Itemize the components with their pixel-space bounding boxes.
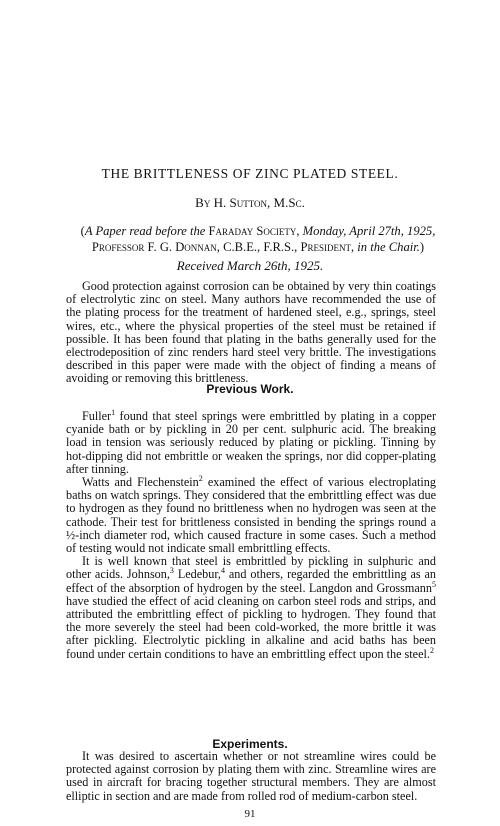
footnote-ref: 3 [169,566,174,576]
footnote-ref: 1 [111,407,116,417]
previous-work-paragraph-2: Watts and Flechenstein$^2$ examined the effect of various electroplating baths on watch springs. They considered that the embrittling effect was due to hydrogen as they found no brittleness when no hydrogen was seen at the cathode. Their test for brittleness consisted in bending the springs round a ½-inch diameter rod, which caused fracture in some cases. Such a method of testing would not indicate small embrittling effects. [66,473,436,556]
note-close-paren: ) [419,239,425,254]
note-society: Faraday Society [208,224,297,238]
experiments-section [66,750,436,803]
page-number: 91 [244,808,256,820]
previous-work-section [66,407,436,661]
footnote-ref: 2 [429,645,434,655]
paper-title: THE BRITTLENESS OF ZINC PLATED STEEL. [101,166,399,181]
intro-section [66,280,436,386]
author-line: By H. Sutton, M.Sc. [195,195,305,210]
footnote-ref: 5 [432,579,436,589]
note-read-before: A Paper read before the [84,224,206,238]
experiments-paragraph-1: It was desired to ascertain whether or not streamline wires could be protected against corrosion by plating them with zinc. Streamline wires are used in aircraft for bracing together structural members. They are almost elliptic in section and are made from rolled rod of medium-carbon steel. [66,749,436,803]
note-chair: in the Chair. [357,239,420,254]
intro-paragraph: Good protection against corrosion can be obtained by very thin coatings of electrolytic zinc on steel. Many authors have recommended the use of the plating process for the treatment of hardened steel, e.g., springs, steel wires, etc., where the physical properties of the steel must be retained if possible. It has been found that plating in the baths generally used for the electrodeposition of zinc renders hard steel very brittle. The investigations described in this paper were made with the object of finding a means of avoiding or removing this brittleness. [66,279,436,386]
note-professor: Professor F. G. Donnan, C.B.E., F.R.S., President, [91,239,355,254]
presentation-note: (A Paper read before the Faraday Society, Monday, April 27th, 1925, Professor F. G. Donnan, C.B.E., F.R.S., President, in the Chair.) [80,224,436,254]
previous-work-paragraph-1: Fuller$^1$ found that steel springs were embrittled by plating in a copper cyanide bath or by pickling in 20 per cent. sulphuric acid. The breaking load in tension was seriously reduced by plating or pickling. Tinning by hot-dipping did not embrittle or weaken the springs, nor did copper-plating after tinning. [66,407,436,476]
received-date: Received March 26th, 1925. [176,258,324,273]
note-open-paren: ( [80,224,85,238]
note-date: Monday, April 27th, 1925, [302,224,436,238]
previous-work-paragraph-3: It is well known that steel is embrittled by pickling in sulphuric and other acids. Johnson,$^3$ Ledebur,$^4$ and others, regarded the embrittling as an effect of the absorption of hydrogen by the steel. Langdon and Grossmann$^5$ have studied the effect of acid cleaning on carbon steel rods and strips, and attributed the embrittling effect of pickling to hydrogen. They found that the more severely the steel had been cold-worked, the more brittle it was after pickling. Electrolytic pickling in alkaline and acid baths has been found under certain conditions to have an embrittling effect upon the steel.$^2$ [66,554,436,661]
heading-previous-work: Previous Work. [206,382,294,396]
heading-experiments: Experiments. [212,737,288,751]
footnote-ref: 4 [220,566,225,576]
footnote-ref: 2 [198,473,203,483]
